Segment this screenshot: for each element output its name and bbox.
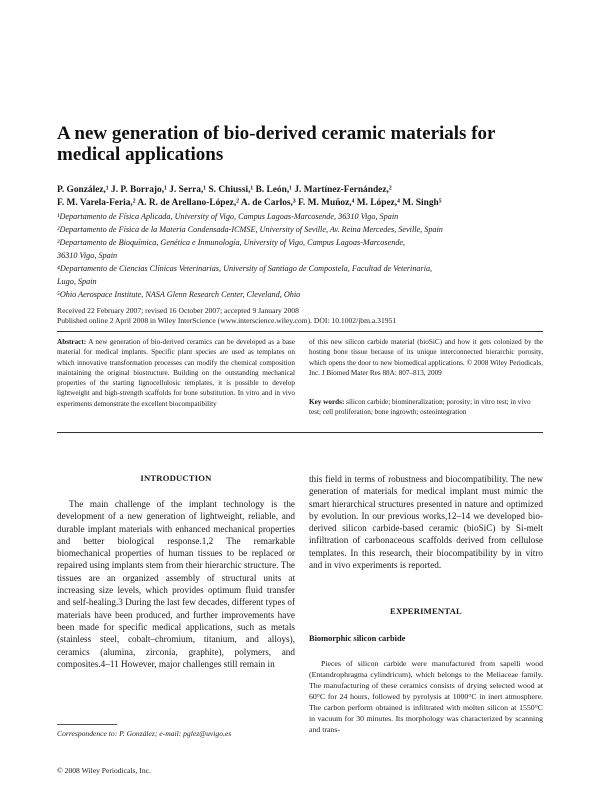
abstract-top-rule (57, 331, 543, 332)
experimental-text: Pieces of silicon carbide were manufactured from sapelli wood (Entandrophragma cylindricum), which belongs to the Meliaceae family. The manufacturing of these ceramics consists of drying selected wood at 60°C for 24 hours, followed by pyrolysis at 1000°C in inert atmosphere. The carbon perform obtained is infiltrated with molten silicon at 1550°C in vacuum for 30 minutes. Its morphology was characterized by scanning and trans- (309, 659, 543, 734)
author-line-2: F. M. Varela-Feria,² A. R. de Arellano-López,² A. de Carlos,³ F. M. Muñoz,⁴ M. López,⁴ M. Singh⁵ (57, 198, 442, 208)
abstract-bottom-rule (57, 432, 543, 433)
introduction-right-column (309, 473, 543, 571)
affiliation-3-cont: 36310 Vigo, Spain (57, 251, 118, 260)
keywords-text: silicon carbide; biomineralization; porosity; in vitro test; in vivo test; cell proliferation; bone ingrowth; osteointegration (309, 398, 531, 417)
introduction-paragraph: The main challenge of the implant technology is the development of a new generation of lightweight, reliable, and durable implant materials with enhanced mechanical properties and better biological response.1,2 The remarkable biomechanical properties of human tissues to be replaced or repaired using implants stem from their hierarchic structure. The tissues are an organized assembly of structural units at increasing size levels, which provides optimum fluid transfer and self-healing.3 During the last few decades, different types of materials have been produced, and further improvements have been made for specific medical applications, such as metals (stainless steel, cobalt–chromium, titanium, and alloys), ceramics (alumina, zirconia, graphite), polymers, and composites.4–11 However, major challenges still remain in (57, 499, 295, 669)
affiliation-4: ⁴Departamento de Ciencias Clínicas Veterinarias, University of Santiago de Compostela, Facultad de Veterinaria, (57, 264, 433, 273)
affiliation-5: ⁵Ohio Aerospace Institute, NASA Glenn Research Center, Cleveland, Ohio (57, 290, 301, 299)
experimental-paragraph (309, 658, 543, 735)
abstract-left-column (57, 337, 295, 409)
publication-dates (57, 306, 557, 326)
published-date: Published online 2 April 2008 in Wiley InterScience (www.interscience.wiley.com). DOI: 10.1002/jbm.a.31951 (57, 316, 397, 325)
affiliation-3: ³Departamento de Bioquímica, Genética e Inmunología, University of Vigo, Campus Lagoas-Marcosende, (57, 238, 406, 247)
author-list (57, 184, 557, 210)
introduction-left-column (57, 498, 295, 670)
abstract-right-column (309, 337, 543, 378)
abstract-label: Abstract: (57, 338, 87, 346)
affiliation-2: ²Departamento de Física de la Materia Condensada-ICMSE, University of Seville, Av. Reina Mercedes, Seville, Spain (57, 225, 443, 234)
biomorphic-sic-subheading: Biomorphic silicon carbide (309, 634, 406, 643)
experimental-heading: EXPERIMENTAL (390, 606, 462, 616)
introduction-paragraph-continued: this field in terms of robustness and biocompatibility. The new generation of materials for medical implant must mimic the smart hierarchical structures presented in nature and optimized by evolution. In our previous works,12–14 we developed bio-derived silicon carbide-based ceramic (bioSiC) by Si-melt infiltration of carbonaceous scaffolds derived from cellulose templates. In this research, their biocompatibility by in vitro and in vivo experiments is reported. (309, 474, 543, 571)
paper-title: A new generation of bio-derived ceramic materials for medical applications (57, 123, 496, 165)
received-date: Received 22 February 2007; revised 16 October 2007; accepted 9 January 2008 (57, 306, 299, 315)
copyright-note: © 2008 Wiley Periodicals, Inc. (57, 766, 151, 775)
affiliation-4-cont: Lugo, Spain (57, 277, 97, 286)
affiliation-list (57, 210, 557, 301)
correspondence-note: Correspondence to: P. González; e-mail: pglez@uvigo.es (57, 729, 232, 738)
author-line-1: P. González,¹ J. P. Borrajo,¹ J. Serra,¹ S. Chiussi,¹ B. León,¹ J. Martínez-Fernández,² (57, 185, 392, 195)
affiliation-1: ¹Departamento de Física Aplicada, University of Vigo, Campus Lagoas-Marcosende, 36310 Vigo, Spain (57, 212, 399, 221)
footnote-rule (57, 724, 117, 725)
keywords-label: Key words: (309, 398, 345, 406)
abstract-text-left: A new generation of bio-derived ceramics can be developed as a base material for medical implants. Specific plant species are used as templates on which innovative transformation processes can modify the chemical composition maintaining the original biostructure. Building on the outstanding mechanical properties of the starting lignocellulosic templates, it is possible to develop lightweight and high-strength scaffolds for bone substitution. In vitro and in vivo experiments demonstrate the excellent biocompatibility (57, 338, 295, 408)
keywords-block (309, 397, 543, 418)
introduction-heading: INTRODUCTION (140, 473, 212, 483)
abstract-text-right: of this new silicon carbide material (bioSiC) and how it gets colonized by the hosting bone tissue because of its unique interconnected hierarchic porosity, which opens the door to new biomedical applications. © 2008 Wiley Periodicals, Inc. J Biomed Mater Res 88A: 807–813, 2009 (309, 338, 543, 377)
